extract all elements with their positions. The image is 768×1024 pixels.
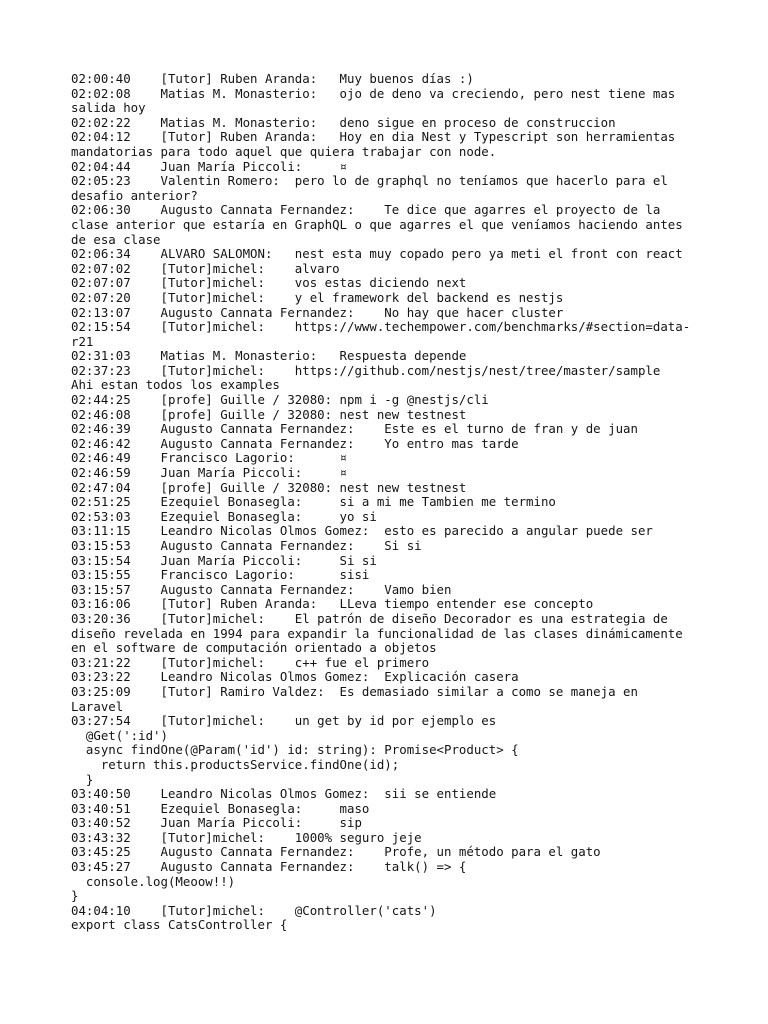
transcript-line: async findOne(@Param('id') id: string): Promise<Product> { — [71, 742, 519, 758]
transcript-line: export class CatsController { — [71, 917, 288, 933]
transcript-line: 02:07:02 [Tutor]michel: alvaro — [71, 260, 340, 276]
transcript-line: Ahi estan todos los examples — [71, 377, 280, 393]
transcript-line: 02:05:23 Valentin Romero: pero lo de graphql no teníamos que hacerlo para el — [71, 173, 668, 189]
transcript-line: 02:07:20 [Tutor]michel: y el framework del backend es nestjs — [71, 289, 564, 305]
transcript-line: de esa clase — [71, 231, 161, 247]
transcript-line: 02:37:23 [Tutor]michel: https://github.com/nestjs/nest/tree/master/sample — [71, 362, 661, 378]
transcript-line: 02:06:34 ALVARO SALOMON: nest esta muy copado pero ya meti el front con react — [71, 246, 683, 262]
transcript-line: 03:40:50 Leandro Nicolas Olmos Gomez: sii se entiende — [71, 786, 497, 802]
chat-transcript — [71, 72, 711, 933]
transcript-line: 02:02:22 Matias M. Monasterio: deno sigue en proceso de construccion — [71, 114, 616, 130]
transcript-line: 03:45:27 Augusto Cannata Fernandez: talk() => { — [71, 859, 467, 875]
transcript-line: 02:04:12 [Tutor] Ruben Aranda: Hoy en dia Nest y Typescript son herramientas — [71, 129, 676, 145]
transcript-line: return this.productsService.findOne(id); — [71, 756, 400, 772]
transcript-line: 02:02:08 Matias M. Monasterio: ojo de deno va creciendo, pero nest tiene mas — [71, 85, 676, 101]
transcript-line: 03:23:22 Leandro Nicolas Olmos Gomez: Explicación casera — [71, 669, 519, 685]
transcript-line: 02:07:07 [Tutor]michel: vos estas diciendo next — [71, 275, 467, 291]
transcript-line: 02:46:08 [profe] Guille / 32080: nest new testnest — [71, 406, 467, 422]
transcript-line: 03:16:06 [Tutor] Ruben Aranda: LLeva tiempo entender ese concepto — [71, 596, 594, 612]
transcript-line: 03:20:36 [Tutor]michel: El patrón de diseño Decorador es una estrategia de — [71, 610, 668, 626]
transcript-line: mandatorias para todo aquel que quiera trabajar con node. — [71, 143, 497, 159]
transcript-line: 02:51:25 Ezequiel Bonasegla: si a mi me Tambien me termino — [71, 494, 556, 510]
transcript-line: clase anterior que estaría en GraphQL o que agarres el que veníamos haciendo antes — [71, 216, 683, 232]
transcript-line: 03:25:09 [Tutor] Ramiro Valdez: Es demasiado similar a como se maneja en — [71, 683, 638, 699]
transcript-line: 02:46:59 Juan María Piccoli: ¤ — [71, 465, 348, 481]
transcript-line: desafio anterior? — [71, 187, 198, 203]
transcript-line: 03:15:54 Juan María Piccoli: Si si — [71, 552, 377, 568]
transcript-line: en el software de computación orientado a objetos — [71, 640, 437, 656]
transcript-line: 02:46:49 Francisco Lagorio: ¤ — [71, 450, 348, 466]
transcript-line: salida hoy — [71, 100, 146, 116]
transcript-line: 03:15:55 Francisco Lagorio: sisi — [71, 567, 370, 583]
transcript-line: 02:00:40 [Tutor] Ruben Aranda: Muy buenos días :) — [71, 71, 474, 86]
transcript-line: 02:06:30 Augusto Cannata Fernandez: Te dice que agarres el proyecto de la — [71, 202, 661, 218]
transcript-line: 02:13:07 Augusto Cannata Fernandez: No hay que hacer cluster — [71, 304, 564, 320]
transcript-line: 02:53:03 Ezequiel Bonasegla: yo si — [71, 508, 377, 524]
transcript-line: 02:04:44 Juan María Piccoli: ¤ — [71, 158, 348, 174]
transcript-line: 02:46:39 Augusto Cannata Fernandez: Este es el turno de fran y de juan — [71, 421, 638, 437]
transcript-line: r21 — [71, 333, 94, 349]
transcript-line: } — [71, 771, 94, 787]
transcript-line: 03:11:15 Leandro Nicolas Olmos Gomez: esto es parecido a angular puede ser — [71, 523, 653, 539]
transcript-line: 02:31:03 Matias M. Monasterio: Respuesta depende — [71, 348, 467, 364]
transcript-line: 03:45:25 Augusto Cannata Fernandez: Profe, un método para el gato — [71, 844, 601, 860]
transcript-line: @Get(':id') — [71, 727, 168, 743]
transcript-line: 03:27:54 [Tutor]michel: un get by id por ejemplo es — [71, 713, 497, 729]
transcript-line: 03:15:57 Augusto Cannata Fernandez: Vamo bien — [71, 581, 452, 597]
transcript-line: Laravel — [71, 698, 124, 714]
transcript-line: 04:04:10 [Tutor]michel: @Controller('cats') — [71, 902, 437, 918]
transcript-line: console.log(Meoow!!) — [71, 873, 236, 889]
transcript-line: } — [71, 888, 79, 904]
transcript-line: 03:40:52 Juan María Piccoli: sip — [71, 815, 362, 831]
transcript-line: 03:21:22 [Tutor]michel: c++ fue el primero — [71, 654, 430, 670]
transcript-line: 02:44:25 [profe] Guille / 32080: npm i -g @nestjs/cli — [71, 392, 489, 408]
transcript-line: 03:15:53 Augusto Cannata Fernandez: Si si — [71, 538, 422, 553]
transcript-line: 02:15:54 [Tutor]michel: https://www.techempower.com/benchmarks/#section=data- — [71, 319, 691, 335]
transcript-line: 03:43:32 [Tutor]michel: 1000% seguro jeje — [71, 829, 422, 845]
transcript-line: diseño revelada en 1994 para expandir la funcionalidad de las clases dinámicamente — [71, 625, 683, 641]
transcript-line: 03:40:51 Ezequiel Bonasegla: maso — [71, 800, 370, 816]
transcript-line: 02:47:04 [profe] Guille / 32080: nest new testnest — [71, 479, 467, 495]
transcript-line: 02:46:42 Augusto Cannata Fernandez: Yo entro mas tarde — [71, 435, 519, 451]
